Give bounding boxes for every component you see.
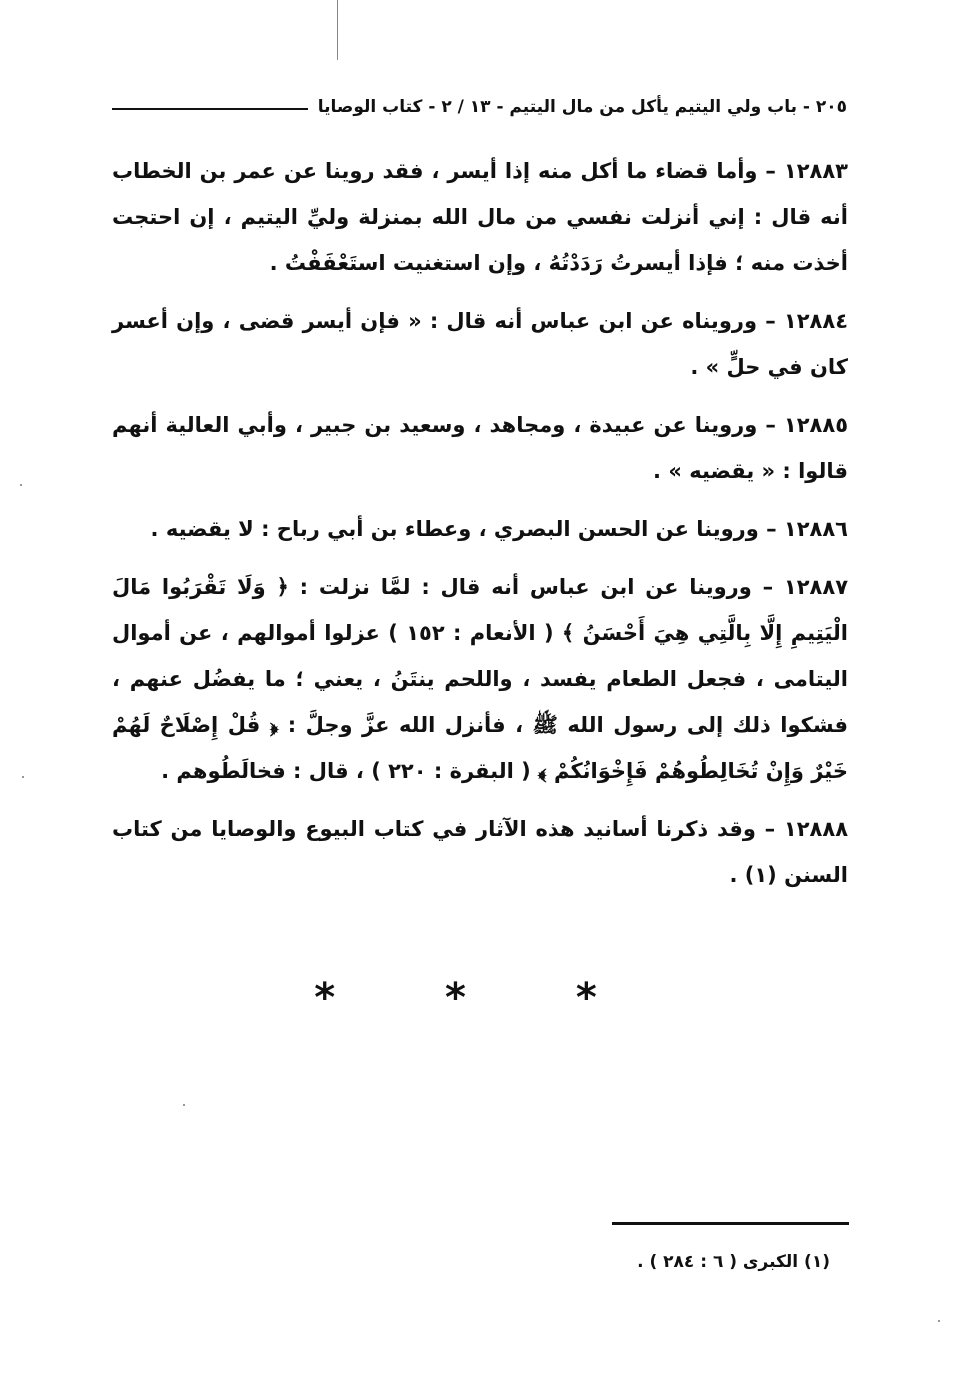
header-rule — [112, 108, 308, 110]
paragraph-text: – وروينا عن الحسن البصري ، وعطاء بن أبي رباح : لا يقضيه . — [150, 517, 777, 541]
main-text — [112, 148, 848, 910]
section-separator: * * * — [314, 975, 645, 1021]
paragraph-12887 — [112, 564, 848, 794]
paragraph-number: ١٢٨٨٦ — [783, 517, 848, 541]
paragraph-number: ١٢٨٨٧ — [783, 575, 849, 599]
paragraph-12886 — [112, 506, 848, 552]
scan-speck — [20, 484, 22, 486]
paragraph-number: ١٢٨٨٥ — [783, 413, 849, 437]
paragraph-12888 — [112, 806, 848, 898]
footnote-rule — [612, 1222, 849, 1225]
paragraph-12884 — [112, 298, 848, 390]
paragraph-number: ١٢٨٨٣ — [783, 159, 848, 183]
scan-speck — [183, 1104, 185, 1106]
paragraph-12883 — [112, 148, 848, 286]
paragraph-text: – وقد ذكرنا أسانيد هذه الآثار في كتاب البيوع والوصايا من كتاب السنن (١) . — [112, 817, 848, 887]
paragraph-12885 — [112, 402, 848, 494]
scan-edge-line — [337, 0, 338, 60]
running-header — [112, 92, 847, 122]
scan-speck — [22, 776, 24, 778]
paragraph-number: ١٢٨٨٤ — [783, 309, 849, 333]
running-head-text: ٢٠٥ - باب ولي اليتيم يأكل من مال اليتيم - ١٣ / ٢ - كتاب الوصايا — [317, 97, 847, 117]
paragraph-number: ١٢٨٨٨ — [783, 817, 849, 841]
scan-speck — [938, 1320, 940, 1322]
footnote: (١) الكبرى ( ٦ : ٢٨٤ ) . — [637, 1252, 830, 1272]
paragraph-text: – وروينا عن عبيدة ، ومجاهد ، وسعيد بن جبير ، وأبي العالية أنهم قالوا : « يقضيه » . — [112, 413, 848, 483]
paragraph-text: – ورويناه عن ابن عباس أنه قال : « فإن أيسر قضى ، وإن أعسر كان في حلٍّ » . — [112, 309, 848, 379]
paragraph-text: – وروينا عن ابن عباس أنه قال : لمَّا نزلت : ﴿ وَلَا تَقْرَبُوا مَالَ الْيَتِيمِ إِلَّا بِالَّتِي هِيَ أَحْسَنُ ﴾ ( الأنعام : ١٥٢ ) عزلوا أموالهم ، عن أموال اليتامى ، فجعل الطعام يفسد ، واللحم ينتَنُ ، يعني ؛ ما يفضُل عنهم ، فشكوا ذلك إلى رسول الله ﷺ ، فأنزل الله عزَّ وجلَّ : ﴿ قُلْ إِصْلَاحٌ لَهُمْ خَيْرٌ وَإِنْ تُخَالِطُوهُمْ فَإِخْوَانُكُمْ ﴾ ( البقرة : ٢٢٠ ) ، قال : فخالَطُوهم . — [112, 575, 848, 783]
paragraph-text: – وأما قضاء ما أكل منه إذا أيسر ، فقد روينا عن عمر بن الخطاب أنه قال : إني أنزلت نفسي من مال الله بمنزلة وليِّ اليتيم ، إن احتجت أخذت منه ؛ فإذا أيسرتُ رَدَدْتُهُ ، وإن استغنيت استَعْفَفْتُ . — [112, 159, 848, 275]
